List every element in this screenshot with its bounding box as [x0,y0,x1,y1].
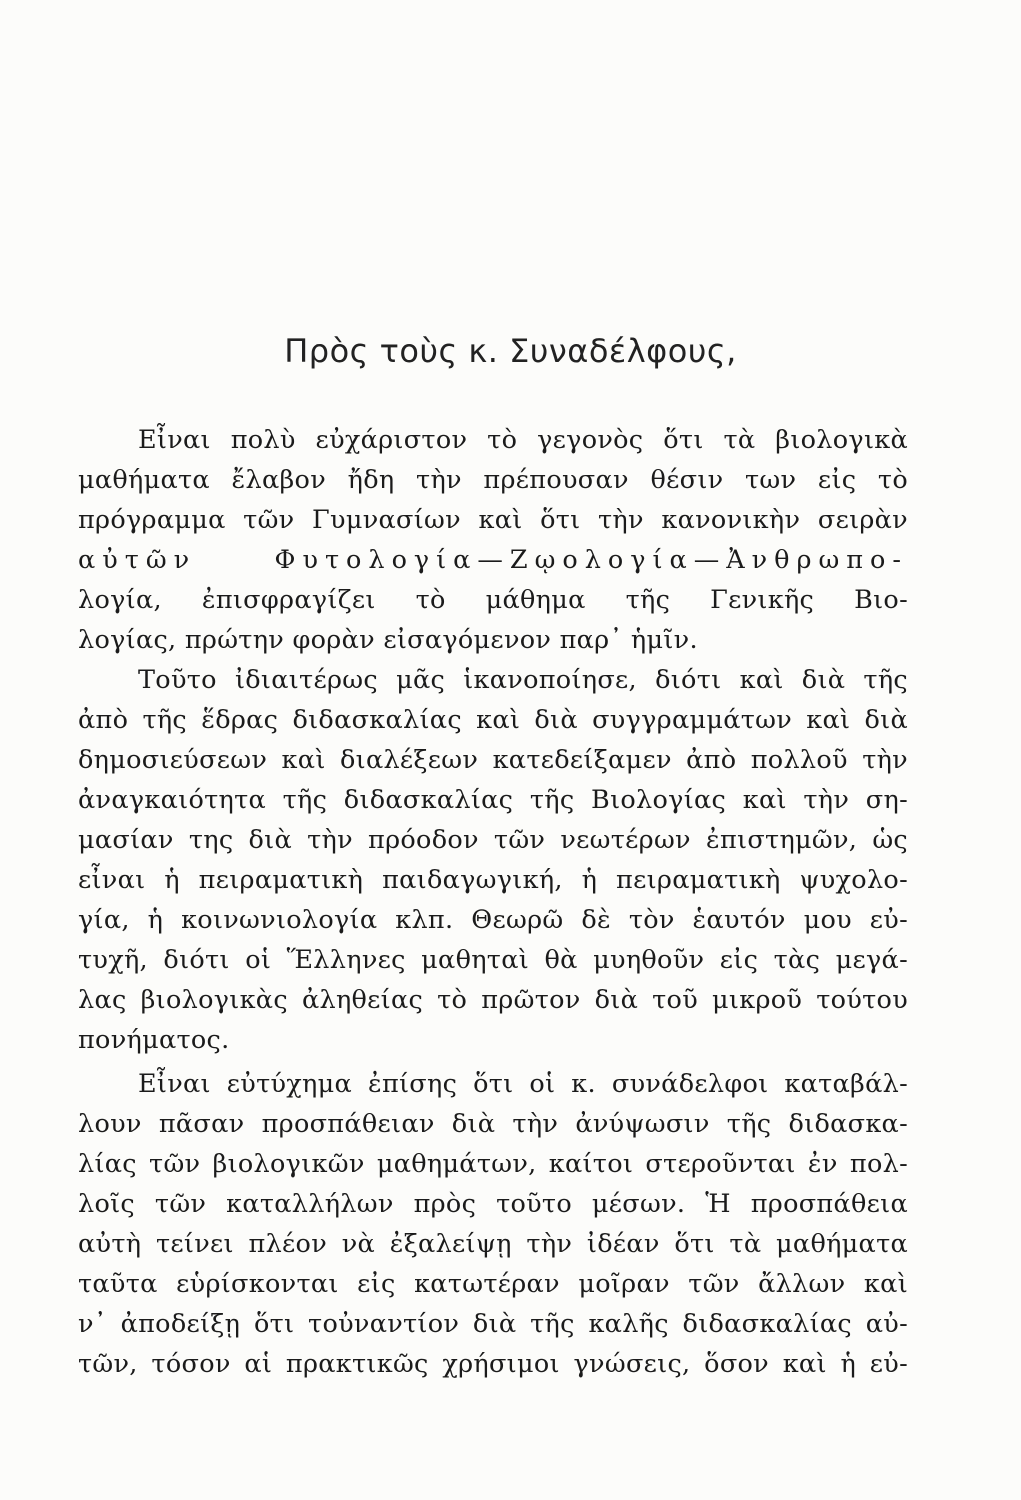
text-line: αὐτὴ τείνει πλέον νὰ ἐξαλείψῃ τὴν ἰδέαν ὅτι τὰ μαθήματα [78,1229,908,1259]
text-line: γία, ἡ κοινωνιολογία κλπ. Θεωρῶ δὲ τὸν ἑαυτόν μου εὐ- [78,905,908,935]
text-line: πονήματος. [78,1025,230,1055]
text-line: Εἶναι πολὺ εὐχάριστον τὸ γεγονὸς ὅτι τὰ βιολογικὰ [138,425,908,455]
text-line: λίας τῶν βιολογικῶν μαθημάτων, καίτοι στεροῦνται ἐν πολ- [78,1149,908,1179]
text-line: ἀπὸ τῆς ἕδρας διδασκαλίας καὶ διὰ συγγραμμάτων καὶ διὰ [78,705,908,735]
text-line: Εἶναι εὐτύχημα ἐπίσης ὅτι οἱ κ. συνάδελφοι καταβάλ- [138,1069,908,1099]
text-line: λοῖς τῶν καταλλήλων πρὸς τοῦτο μέσων. Ἡ προσπάθεια [78,1189,908,1219]
text-line: τῶν, τόσον αἱ πρακτικῶς χρήσιμοι γνώσεις, ὅσον καὶ ἡ εὐ- [78,1349,908,1379]
text-line: ἀναγκαιότητα τῆς διδασκαλίας τῆς Βιολογίας καὶ τὴν ση- [78,785,908,815]
text-line: μασίαν της διὰ τὴν πρόοδον τῶν νεωτέρων ἐπιστημῶν, ὡς [78,825,908,855]
paragraph-3 [78,1064,908,1384]
text-line: πρόγραμμα τῶν Γυμνασίων καὶ ὅτι τὴν κανονικὴν σειρὰν [78,505,908,535]
text-line: αὐτῶν Φυτολογία—Ζῳολογία—Ἀνθρωπο- [78,545,908,575]
text-line: ν᾽ ἀποδείξῃ ὅτι τοὐναντίον διὰ τῆς καλῆς διδασκαλίας αὐ- [78,1309,908,1339]
paragraph-1 [78,420,908,660]
text-line: μαθήματα ἔλαβον ἤδη τὴν πρέπουσαν θέσιν των εἰς τὸ [78,465,908,495]
text-line: δημοσιεύσεων καὶ διαλέξεων κατεδείξαμεν ἀπὸ πολλοῦ τὴν [78,745,908,775]
text-line: λουν πᾶσαν προσπάθειαν διὰ τὴν ἀνύψωσιν τῆς διδασκα- [78,1109,908,1139]
text-line: εἶναι ἡ πειραματικὴ παιδαγωγική, ἡ πειραματικὴ ψυχολο- [78,865,908,895]
text-line: λογία, ἐπισφραγίζει τὸ μάθημα τῆς Γενικῆς Βιο- [78,585,908,615]
text-line: Τοῦτο ἰδιαιτέρως μᾶς ἱκανοποίησε, διότι καὶ διὰ τῆς [138,665,908,695]
text-line: λας βιολογικὰς ἀληθείας τὸ πρῶτον διὰ τοῦ μικροῦ τούτου [78,985,908,1015]
text-line: λογίας, πρώτην φορὰν εἰσαγόμενον παρ᾽ ἡμῖν. [78,625,698,655]
text-line: τυχῆ, διότι οἱ Ἕλληνες μαθηταὶ θὰ μυηθοῦν εἰς τὰς μεγά- [78,945,908,975]
text-line: ταῦτα εὑρίσκονται εἰς κατωτέραν μοῖραν τῶν ἄλλων καὶ [78,1269,908,1299]
page-heading: Πρὸς τοὺς κ. Συναδέλφους, [284,332,737,370]
paragraph-2 [78,660,908,1060]
